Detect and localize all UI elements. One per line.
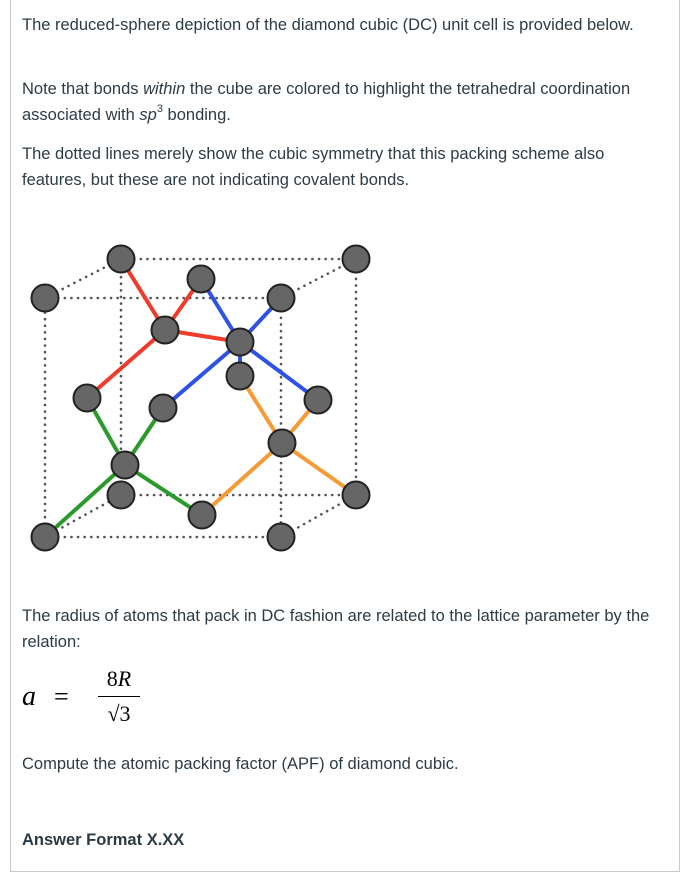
atom-sphere <box>343 246 370 273</box>
atom-sphere <box>108 246 135 273</box>
answer-format <box>22 827 658 853</box>
atom-sphere <box>112 452 139 479</box>
question-text: Compute the atomic packing factor (APF) of diamond cubic. <box>22 755 459 773</box>
fraction-bar <box>98 696 140 697</box>
atom-sphere <box>108 482 135 509</box>
diamond-cubic-unit-cell-figure <box>22 225 542 565</box>
intro-text: The reduced-sphere depiction of the diamond cubic (DC) unit cell is provided below. <box>22 16 634 34</box>
note-text-end: bonding. <box>162 106 231 124</box>
atom-sphere <box>74 385 101 412</box>
atom-sphere <box>227 363 254 390</box>
lattice-parameter-formula <box>22 664 322 744</box>
numerator-coefficient: 8 <box>106 666 118 691</box>
covalent-bond-line <box>87 330 165 398</box>
dotted-lines-text: The dotted lines merely show the cubic symmetry that this packing scheme also features, but these are not indicating covalent bonds. <box>22 145 605 189</box>
note-emphasis: within <box>143 80 186 98</box>
atom-sphere <box>305 387 332 414</box>
sp-label: sp <box>139 106 157 124</box>
dotted-lines-paragraph <box>22 141 658 193</box>
atom-sphere <box>189 502 216 529</box>
covalent-bond-line <box>202 443 282 515</box>
atom-sphere <box>152 317 179 344</box>
note-paragraph <box>22 76 658 128</box>
relation-paragraph <box>22 603 658 655</box>
formula-lhs: a <box>22 681 36 712</box>
atom-sphere <box>32 285 59 312</box>
atom-sphere <box>343 482 370 509</box>
answer-format-text: Answer Format X.XX <box>22 831 185 849</box>
intro-paragraph <box>22 12 658 38</box>
atom-sphere <box>268 524 295 551</box>
question-paragraph <box>22 751 658 777</box>
atom-sphere <box>150 395 177 422</box>
relation-text: The radius of atoms that pack in DC fashion are related to the lattice parameter by the relation: <box>22 607 650 651</box>
sp-superscript: 3 <box>156 103 163 115</box>
formula-equals: = <box>54 682 69 711</box>
formula-denominator: √3 <box>107 701 131 726</box>
numerator-variable: R <box>117 666 132 691</box>
atom-sphere <box>188 266 215 293</box>
formula-fraction <box>98 664 140 729</box>
note-text-start: Note that bonds <box>22 80 144 98</box>
note-text-middle: the cube are colored to highlight the tetrahedral coordination associated with <box>22 80 631 124</box>
formula-numerator <box>98 664 140 694</box>
atom-sphere <box>32 524 59 551</box>
atom-sphere <box>269 430 296 457</box>
atom-sphere <box>268 285 295 312</box>
atom-sphere <box>227 329 254 356</box>
